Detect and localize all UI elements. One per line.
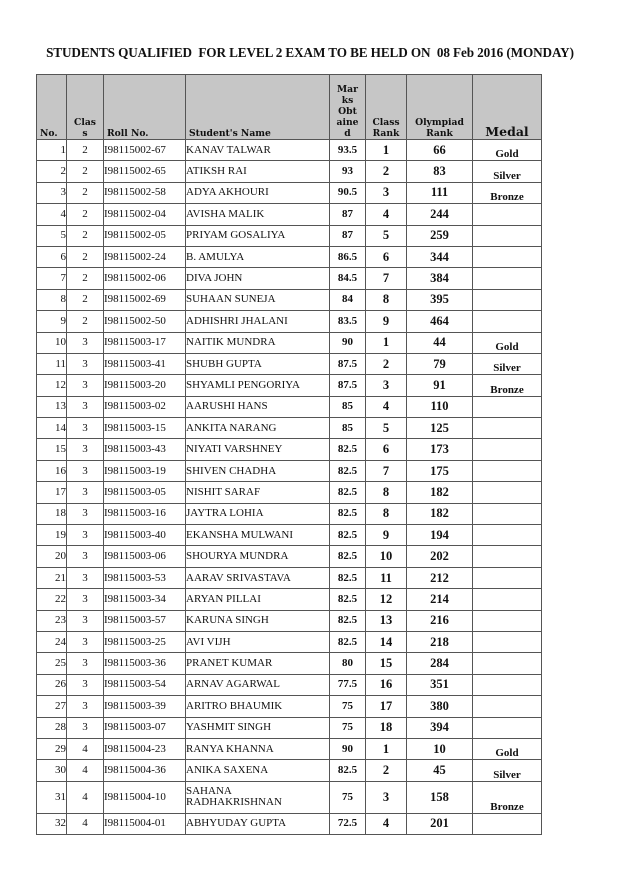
cell-roll-no: I98115002-65 (104, 161, 186, 182)
cell-olympiad-rank: 194 (407, 525, 473, 546)
cell-marks: 82.5 (330, 567, 366, 588)
cell-marks: 93 (330, 161, 366, 182)
cell-no: 17 (37, 482, 67, 503)
cell-roll-no: I98115004-10 (104, 781, 186, 813)
cell-olympiad-rank: 66 (407, 140, 473, 161)
cell-class: 2 (67, 161, 104, 182)
cell-medal (473, 546, 542, 567)
cell-student-name: ADHISHRI JHALANI (186, 311, 330, 332)
cell-student-name: NIYATI VARSHNEY (186, 439, 330, 460)
cell-medal: Silver (473, 161, 542, 182)
cell-student-name: KANAV TALWAR (186, 140, 330, 161)
cell-class-rank: 4 (366, 813, 407, 834)
cell-no: 13 (37, 396, 67, 417)
cell-olympiad-rank: 344 (407, 246, 473, 267)
cell-roll-no: I98115003-16 (104, 503, 186, 524)
cell-class-rank: 18 (366, 717, 407, 738)
cell-marks: 82.5 (330, 525, 366, 546)
cell-roll-no: I98115003-17 (104, 332, 186, 353)
cell-marks: 90 (330, 738, 366, 759)
table-row (37, 525, 542, 546)
cell-roll-no: I98115004-23 (104, 738, 186, 759)
cell-medal (473, 418, 542, 439)
cell-olympiad-rank: 380 (407, 696, 473, 717)
cell-medal: Gold (473, 140, 542, 161)
cell-class-rank: 1 (366, 140, 407, 161)
cell-medal (473, 439, 542, 460)
cell-class: 2 (67, 140, 104, 161)
cell-medal: Bronze (473, 781, 542, 813)
table-row (37, 696, 542, 717)
cell-class: 4 (67, 760, 104, 781)
cell-class: 3 (67, 439, 104, 460)
cell-marks: 82.5 (330, 546, 366, 567)
cell-marks: 84 (330, 289, 366, 310)
cell-medal: Bronze (473, 375, 542, 396)
cell-no: 27 (37, 696, 67, 717)
cell-class: 3 (67, 396, 104, 417)
cell-roll-no: I98115003-43 (104, 439, 186, 460)
page-title: STUDENTS QUALIFIED FOR LEVEL 2 EXAM TO BE HELD ON 08 Feb 2016 (MONDAY) (46, 45, 574, 60)
table-row (37, 246, 542, 267)
table-row (37, 268, 542, 289)
cell-class-rank: 6 (366, 246, 407, 267)
table-row (37, 781, 542, 813)
cell-class: 4 (67, 813, 104, 834)
cell-class-rank: 9 (366, 525, 407, 546)
cell-olympiad-rank: 175 (407, 460, 473, 481)
cell-olympiad-rank: 125 (407, 418, 473, 439)
cell-class: 3 (67, 589, 104, 610)
cell-no: 30 (37, 760, 67, 781)
cell-marks: 75 (330, 781, 366, 813)
table-row (37, 653, 542, 674)
cell-student-name: EKANSHA MULWANI (186, 525, 330, 546)
cell-marks: 86.5 (330, 246, 366, 267)
cell-medal: Gold (473, 332, 542, 353)
cell-no: 28 (37, 717, 67, 738)
cell-no: 6 (37, 246, 67, 267)
cell-roll-no: I98115003-15 (104, 418, 186, 439)
cell-no: 5 (37, 225, 67, 246)
cell-class-rank: 17 (366, 696, 407, 717)
cell-olympiad-rank: 79 (407, 353, 473, 374)
header-marks-obtained: Mar ks Obt aine d (330, 75, 366, 140)
table-header-row (37, 75, 542, 140)
cell-no: 9 (37, 311, 67, 332)
cell-class-rank: 4 (366, 396, 407, 417)
cell-student-name: SHYAMLI PENGORIYA (186, 375, 330, 396)
cell-class-rank: 7 (366, 460, 407, 481)
cell-marks: 77.5 (330, 674, 366, 695)
cell-student-name: AVISHA MALIK (186, 204, 330, 225)
table-row (37, 396, 542, 417)
cell-no: 25 (37, 653, 67, 674)
cell-student-name: NISHIT SARAF (186, 482, 330, 503)
cell-marks: 93.5 (330, 140, 366, 161)
cell-class: 2 (67, 246, 104, 267)
cell-roll-no: I98115003-07 (104, 717, 186, 738)
cell-medal (473, 225, 542, 246)
cell-class-rank: 11 (366, 567, 407, 588)
cell-no: 29 (37, 738, 67, 759)
cell-no: 7 (37, 268, 67, 289)
cell-no: 21 (37, 567, 67, 588)
cell-marks: 82.5 (330, 482, 366, 503)
cell-marks: 87.5 (330, 375, 366, 396)
cell-medal (473, 482, 542, 503)
cell-roll-no: I98115003-02 (104, 396, 186, 417)
cell-class-rank: 8 (366, 482, 407, 503)
cell-no: 11 (37, 353, 67, 374)
cell-student-name: RANYA KHANNA (186, 738, 330, 759)
table-row (37, 439, 542, 460)
cell-medal (473, 589, 542, 610)
cell-class: 2 (67, 268, 104, 289)
cell-class-rank: 8 (366, 289, 407, 310)
cell-no: 26 (37, 674, 67, 695)
table-row (37, 738, 542, 759)
cell-class-rank: 16 (366, 674, 407, 695)
cell-student-name: KARUNA SINGH (186, 610, 330, 631)
cell-marks: 82.5 (330, 631, 366, 652)
cell-class: 2 (67, 182, 104, 203)
cell-no: 20 (37, 546, 67, 567)
cell-class-rank: 2 (366, 760, 407, 781)
cell-class-rank: 5 (366, 225, 407, 246)
cell-marks: 75 (330, 717, 366, 738)
cell-marks: 82.5 (330, 760, 366, 781)
table-row (37, 482, 542, 503)
header-olympiad-rank: Olympiad Rank (407, 75, 473, 140)
table-row (37, 631, 542, 652)
cell-no: 15 (37, 439, 67, 460)
cell-olympiad-rank: 182 (407, 503, 473, 524)
header-class: Clas s (67, 75, 104, 140)
header-no: No. (37, 75, 67, 140)
cell-class: 2 (67, 311, 104, 332)
cell-class: 3 (67, 418, 104, 439)
cell-student-name: SHUBH GUPTA (186, 353, 330, 374)
cell-roll-no: I98115002-06 (104, 268, 186, 289)
cell-student-name: ATIKSH RAI (186, 161, 330, 182)
cell-marks: 82.5 (330, 460, 366, 481)
cell-marks: 85 (330, 396, 366, 417)
header-student-name: Student's Name (186, 75, 330, 140)
cell-student-name: ARITRO BHAUMIK (186, 696, 330, 717)
cell-student-name: AARAV SRIVASTAVA (186, 567, 330, 588)
cell-olympiad-rank: 45 (407, 760, 473, 781)
cell-olympiad-rank: 44 (407, 332, 473, 353)
cell-student-name: PRIYAM GOSALIYA (186, 225, 330, 246)
cell-roll-no: I98115002-50 (104, 311, 186, 332)
cell-class: 2 (67, 204, 104, 225)
table-row (37, 182, 542, 203)
cell-roll-no: I98115003-20 (104, 375, 186, 396)
cell-roll-no: I98115002-24 (104, 246, 186, 267)
table-row (37, 503, 542, 524)
table-row (37, 610, 542, 631)
cell-medal (473, 460, 542, 481)
cell-roll-no: I98115002-04 (104, 204, 186, 225)
cell-student-name: B. AMULYA (186, 246, 330, 267)
cell-class-rank: 2 (366, 161, 407, 182)
cell-olympiad-rank: 214 (407, 589, 473, 610)
cell-class-rank: 6 (366, 439, 407, 460)
cell-medal (473, 653, 542, 674)
cell-marks: 87 (330, 204, 366, 225)
cell-class-rank: 8 (366, 503, 407, 524)
cell-olympiad-rank: 91 (407, 375, 473, 396)
cell-marks: 80 (330, 653, 366, 674)
cell-student-name: YASHMIT SINGH (186, 717, 330, 738)
cell-roll-no: I98115003-41 (104, 353, 186, 374)
cell-roll-no: I98115003-53 (104, 567, 186, 588)
cell-class: 3 (67, 353, 104, 374)
cell-olympiad-rank: 259 (407, 225, 473, 246)
table-row (37, 161, 542, 182)
cell-olympiad-rank: 284 (407, 653, 473, 674)
cell-medal (473, 610, 542, 631)
cell-student-name: AVI VIJH (186, 631, 330, 652)
cell-marks: 82.5 (330, 439, 366, 460)
cell-class: 3 (67, 332, 104, 353)
cell-olympiad-rank: 201 (407, 813, 473, 834)
cell-medal: Gold (473, 738, 542, 759)
cell-student-name: ABHYUDAY GUPTA (186, 813, 330, 834)
table-row (37, 546, 542, 567)
cell-no: 32 (37, 813, 67, 834)
cell-student-name: ARYAN PILLAI (186, 589, 330, 610)
cell-marks: 82.5 (330, 610, 366, 631)
cell-medal: Bronze (473, 182, 542, 203)
cell-class-rank: 9 (366, 311, 407, 332)
cell-marks: 83.5 (330, 311, 366, 332)
cell-class-rank: 13 (366, 610, 407, 631)
cell-roll-no: I98115003-19 (104, 460, 186, 481)
cell-marks: 84.5 (330, 268, 366, 289)
cell-medal (473, 631, 542, 652)
cell-no: 14 (37, 418, 67, 439)
cell-class-rank: 5 (366, 418, 407, 439)
table-row (37, 353, 542, 374)
cell-class: 3 (67, 546, 104, 567)
table-row (37, 332, 542, 353)
cell-no: 16 (37, 460, 67, 481)
cell-medal (473, 246, 542, 267)
cell-class: 3 (67, 503, 104, 524)
cell-roll-no: I98115003-54 (104, 674, 186, 695)
cell-class-rank: 3 (366, 182, 407, 203)
cell-student-name: ARNAV AGARWAL (186, 674, 330, 695)
cell-olympiad-rank: 110 (407, 396, 473, 417)
table-row (37, 375, 542, 396)
cell-no: 23 (37, 610, 67, 631)
cell-olympiad-rank: 158 (407, 781, 473, 813)
table-row (37, 418, 542, 439)
cell-student-name: JAYTRA LOHIA (186, 503, 330, 524)
cell-class: 3 (67, 525, 104, 546)
cell-class-rank: 2 (366, 353, 407, 374)
cell-medal (473, 567, 542, 588)
cell-class: 3 (67, 610, 104, 631)
cell-olympiad-rank: 384 (407, 268, 473, 289)
cell-class-rank: 1 (366, 738, 407, 759)
header-roll-no: Roll No. (104, 75, 186, 140)
cell-olympiad-rank: 202 (407, 546, 473, 567)
cell-marks: 87 (330, 225, 366, 246)
cell-class-rank: 3 (366, 375, 407, 396)
cell-class: 3 (67, 717, 104, 738)
header-class-rank: Class Rank (366, 75, 407, 140)
cell-roll-no: I98115003-40 (104, 525, 186, 546)
cell-class: 2 (67, 289, 104, 310)
cell-class: 3 (67, 653, 104, 674)
cell-olympiad-rank: 244 (407, 204, 473, 225)
table-row (37, 760, 542, 781)
cell-olympiad-rank: 10 (407, 738, 473, 759)
table-row (37, 289, 542, 310)
cell-marks: 72.5 (330, 813, 366, 834)
cell-olympiad-rank: 173 (407, 439, 473, 460)
cell-student-name: ANKITA NARANG (186, 418, 330, 439)
cell-no: 1 (37, 140, 67, 161)
cell-no: 3 (37, 182, 67, 203)
cell-student-name: SAHANA RADHAKRISHNAN (186, 781, 330, 813)
cell-olympiad-rank: 216 (407, 610, 473, 631)
cell-medal (473, 813, 542, 834)
cell-roll-no: I98115002-58 (104, 182, 186, 203)
cell-medal (473, 289, 542, 310)
cell-roll-no: I98115003-57 (104, 610, 186, 631)
cell-roll-no: I98115002-05 (104, 225, 186, 246)
table-row (37, 674, 542, 695)
cell-medal (473, 268, 542, 289)
cell-roll-no: I98115003-34 (104, 589, 186, 610)
cell-class: 4 (67, 738, 104, 759)
table-row (37, 717, 542, 738)
cell-medal (473, 696, 542, 717)
table-row (37, 140, 542, 161)
cell-no: 8 (37, 289, 67, 310)
cell-marks: 82.5 (330, 503, 366, 524)
cell-class: 3 (67, 696, 104, 717)
header-medal: Medal (473, 75, 542, 140)
results-table (36, 74, 542, 835)
cell-olympiad-rank: 395 (407, 289, 473, 310)
table-row (37, 225, 542, 246)
cell-no: 10 (37, 332, 67, 353)
cell-student-name: SHOURYA MUNDRA (186, 546, 330, 567)
cell-class-rank: 14 (366, 631, 407, 652)
cell-class-rank: 3 (366, 781, 407, 813)
cell-no: 4 (37, 204, 67, 225)
cell-no: 31 (37, 781, 67, 813)
table-row (37, 204, 542, 225)
cell-roll-no: I98115003-06 (104, 546, 186, 567)
table-row (37, 589, 542, 610)
cell-student-name: AARUSHI HANS (186, 396, 330, 417)
cell-olympiad-rank: 394 (407, 717, 473, 738)
cell-olympiad-rank: 111 (407, 182, 473, 203)
cell-class-rank: 1 (366, 332, 407, 353)
cell-olympiad-rank: 83 (407, 161, 473, 182)
cell-medal: Silver (473, 353, 542, 374)
cell-roll-no: I98115003-39 (104, 696, 186, 717)
cell-olympiad-rank: 464 (407, 311, 473, 332)
cell-class: 3 (67, 674, 104, 695)
cell-class: 3 (67, 631, 104, 652)
cell-medal (473, 311, 542, 332)
table-row (37, 567, 542, 588)
cell-no: 18 (37, 503, 67, 524)
cell-class: 2 (67, 225, 104, 246)
cell-student-name: SUHAAN SUNEJA (186, 289, 330, 310)
cell-medal (473, 503, 542, 524)
cell-marks: 85 (330, 418, 366, 439)
cell-medal (473, 525, 542, 546)
cell-class: 3 (67, 482, 104, 503)
cell-no: 22 (37, 589, 67, 610)
cell-class-rank: 10 (366, 546, 407, 567)
cell-roll-no: I98115003-36 (104, 653, 186, 674)
cell-student-name: ANIKA SAXENA (186, 760, 330, 781)
cell-class: 3 (67, 375, 104, 396)
cell-student-name: NAITIK MUNDRA (186, 332, 330, 353)
cell-student-name: DIVA JOHN (186, 268, 330, 289)
cell-medal (473, 396, 542, 417)
cell-marks: 90.5 (330, 182, 366, 203)
cell-marks: 75 (330, 696, 366, 717)
cell-medal (473, 717, 542, 738)
cell-class-rank: 4 (366, 204, 407, 225)
table-row (37, 311, 542, 332)
cell-class: 4 (67, 781, 104, 813)
table-row (37, 813, 542, 834)
cell-olympiad-rank: 218 (407, 631, 473, 652)
cell-olympiad-rank: 182 (407, 482, 473, 503)
cell-marks: 82.5 (330, 589, 366, 610)
cell-no: 24 (37, 631, 67, 652)
cell-roll-no: I98115004-01 (104, 813, 186, 834)
cell-class: 3 (67, 567, 104, 588)
cell-roll-no: I98115002-69 (104, 289, 186, 310)
cell-olympiad-rank: 212 (407, 567, 473, 588)
cell-class-rank: 7 (366, 268, 407, 289)
cell-medal (473, 674, 542, 695)
cell-olympiad-rank: 351 (407, 674, 473, 695)
cell-roll-no: I98115004-36 (104, 760, 186, 781)
table-row (37, 460, 542, 481)
cell-marks: 87.5 (330, 353, 366, 374)
cell-no: 12 (37, 375, 67, 396)
cell-medal: Silver (473, 760, 542, 781)
cell-no: 2 (37, 161, 67, 182)
cell-roll-no: I98115003-05 (104, 482, 186, 503)
cell-student-name: SHIVEN CHADHA (186, 460, 330, 481)
cell-medal (473, 204, 542, 225)
cell-marks: 90 (330, 332, 366, 353)
cell-no: 19 (37, 525, 67, 546)
cell-roll-no: I98115002-67 (104, 140, 186, 161)
cell-student-name: PRANET KUMAR (186, 653, 330, 674)
cell-roll-no: I98115003-25 (104, 631, 186, 652)
cell-student-name: ADYA AKHOURI (186, 182, 330, 203)
cell-class-rank: 15 (366, 653, 407, 674)
cell-class: 3 (67, 460, 104, 481)
cell-class-rank: 12 (366, 589, 407, 610)
